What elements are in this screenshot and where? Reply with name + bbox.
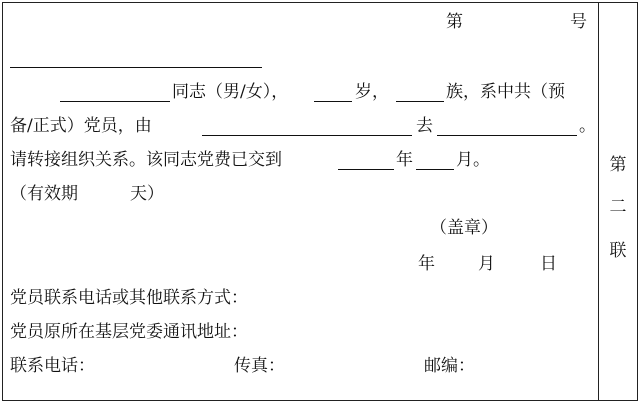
dues-year-blank[interactable]: [338, 169, 394, 170]
seal-label: （盖章）: [430, 218, 498, 238]
number-suffix: 号: [570, 12, 587, 32]
validity-days-text: 天）: [130, 184, 164, 204]
ethnicity-blank[interactable]: [396, 101, 444, 102]
seal-month-text: 月: [478, 254, 495, 274]
dues-year-text: 年: [396, 150, 413, 170]
comrade-gender-text: 同志（男/女），: [172, 82, 289, 102]
dues-month-blank[interactable]: [416, 169, 454, 170]
member-status-text: 备/正式）党员，由: [10, 116, 152, 136]
age-unit-text: 岁，: [355, 82, 389, 102]
side-label-char-2: 二: [609, 197, 627, 217]
member-address-label: 党员原所在基层党委通讯地址：: [10, 322, 248, 342]
member-phone-label: 党员联系电话或其他联系方式：: [10, 288, 248, 308]
number-prefix: 第: [446, 12, 463, 32]
side-label-char-1: 第: [609, 155, 627, 175]
period-text: 。: [579, 116, 596, 136]
side-label-char-3: 联: [609, 241, 627, 261]
fax-label: 传真：: [234, 356, 285, 376]
postcode-label: 邮编：: [424, 356, 475, 376]
dues-month-text: 月。: [456, 150, 490, 170]
go-text: 去: [416, 116, 433, 136]
to-blank[interactable]: [437, 135, 577, 136]
transfer-request-text: 请转接组织关系。该同志党费已交到: [10, 150, 282, 170]
seal-year-text: 年: [418, 254, 435, 274]
validity-open-text: （有效期: [10, 184, 78, 204]
seal-day-text: 日: [540, 254, 557, 274]
phone-label: 联系电话：: [10, 356, 95, 376]
from-blank[interactable]: [202, 135, 412, 136]
ethnic-party-text: 族，系中共（预: [446, 82, 565, 102]
recipient-blank[interactable]: [10, 67, 262, 68]
age-blank[interactable]: [314, 101, 352, 102]
name-blank[interactable]: [60, 101, 170, 102]
